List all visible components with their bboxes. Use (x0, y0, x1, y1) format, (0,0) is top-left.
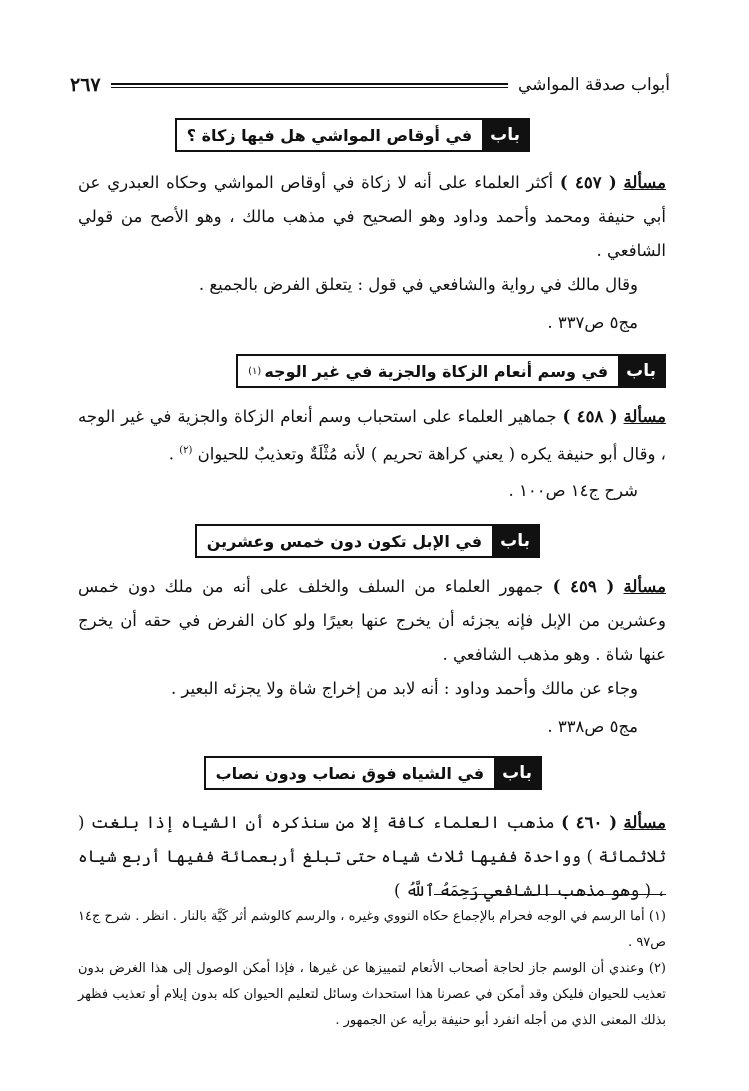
chapter-label: باب (492, 526, 538, 556)
masala-460 (78, 806, 666, 908)
masala-number: ( ٤٦٠ ) (561, 813, 618, 832)
masala-459 (78, 570, 666, 672)
footnote-separator (434, 894, 666, 895)
masala-457-extra: وقال مالك في رواية والشافعي في قول : يتعلق الفرض بالجميع . (198, 275, 638, 294)
chapter-title: في الإبل تكون دون خمس وعشرين (206, 531, 483, 551)
masala-text: مذهب العلماء كافة إلا من سنذكره أن الشياه إذا بلغت ( ثلاثمائة ) وواحدة ففيها ثلاث شياه حتى تبلغ أربعمائة ففيها أربع شياه ، ( وهو مذهب الشافعي رَحِمَهُ ٱللَّهُ ) (78, 813, 666, 900)
chapter-title: في أوقاص المواشي هل فيها زكاة ؟ (186, 125, 473, 145)
chapter-label: باب (618, 356, 664, 386)
masala-458 (78, 400, 666, 472)
masala-459-reference: مج٥ ص٣٣٨ . (547, 717, 638, 736)
footnote-marker: (٢) (179, 445, 193, 456)
footnote-2: (٢) وعندي أن الوسم جاز لحاجة أصحاب الأنعام لتمييزها عن غيرها ، فإذا أمكن الوصول إلى هذا الغرض بدون تعذيب للحيوان فليكن وقد أمكن في عصرنا هذا استحداث وسائل لتعليم الحيوان كله بدون إيلام أو تعذيب فظهر بذلك المعنى الذي من أجله انفرد أبو حنيفة برأيه عن الجمهور . (78, 961, 666, 1028)
masala-label: مسألة (623, 577, 666, 596)
running-head-title: أبواب صدقة المواشي (517, 75, 670, 95)
masala-text: أكثر العلماء على أنه لا زكاة في أوقاص المواشي وحكاه العبدري عن أبي حنيفة ومحمد وأحمد وداود وهو الصحيح في مذهب مالك ، وهو الأصح من قولي الشافعي . (78, 173, 666, 260)
masala-label: مسألة (623, 813, 667, 832)
chapter-heading-1 (175, 118, 530, 152)
chapter-label: باب (494, 758, 540, 788)
masala-text: جماهير العلماء على استحباب وسم أنعام الزكاة والجزية في غير الوجه ، وقال أبو حنيفة يكره ( يعني كراهة تحريم ) لأنه مُثْلَةٌ وتعذيبٌ للحيوان (78, 407, 666, 464)
running-head (70, 68, 670, 102)
running-head-rule (111, 83, 508, 88)
masala-text-end: . (168, 444, 174, 464)
masala-459-extra: وجاء عن مالك وأحمد وداود : أنه لابد من إخراج شاة ولا يجزئه البعير . (170, 679, 638, 698)
footnotes (78, 904, 666, 1034)
masala-text: جمهور العلماء من السلف والخلف على أنه من ملك دون خمس وعشرين من الإبل فإنه يجزئه أن يخرج عنها بعيرًا ولو كان الفرض في حقه أن يخرج عنها شاة . وهو مذهب الشافعي . (78, 577, 666, 664)
chapter-title-text: في وسم أنعام الزكاة والجزية في غير الوجه (264, 361, 609, 381)
masala-number: ( ٤٥٩ ) (552, 577, 615, 596)
footnote-1: (١) أما الرسم في الوجه فحرام بالإجماع حكاه النووي وغيره ، والرسم كالوشم أثر كَيَّة بالنار . انظر . شرح ج١٤ ص٩٧ . (78, 909, 666, 950)
masala-458-reference: شرح ج١٤ ص١٠٠ . (508, 481, 638, 500)
chapter-heading-4 (204, 756, 542, 790)
chapter-heading-3 (195, 524, 540, 558)
footnote-marker: (١) (248, 365, 262, 377)
page-number: ٢٦٧ (70, 74, 101, 96)
chapter-heading-2 (236, 354, 666, 388)
masala-457 (78, 166, 666, 268)
chapter-title: في الشياه فوق نصاب ودون نصاب (215, 763, 485, 783)
masala-label: مسألة (623, 173, 666, 192)
masala-number: ( ٤٥٨ ) (562, 407, 618, 426)
chapter-title (238, 356, 618, 386)
masala-number: ( ٤٥٧ ) (559, 173, 617, 192)
masala-457-reference: مج٥ ص٣٣٧ . (547, 313, 638, 332)
masala-label: مسألة (623, 407, 667, 426)
chapter-label: باب (482, 120, 528, 150)
